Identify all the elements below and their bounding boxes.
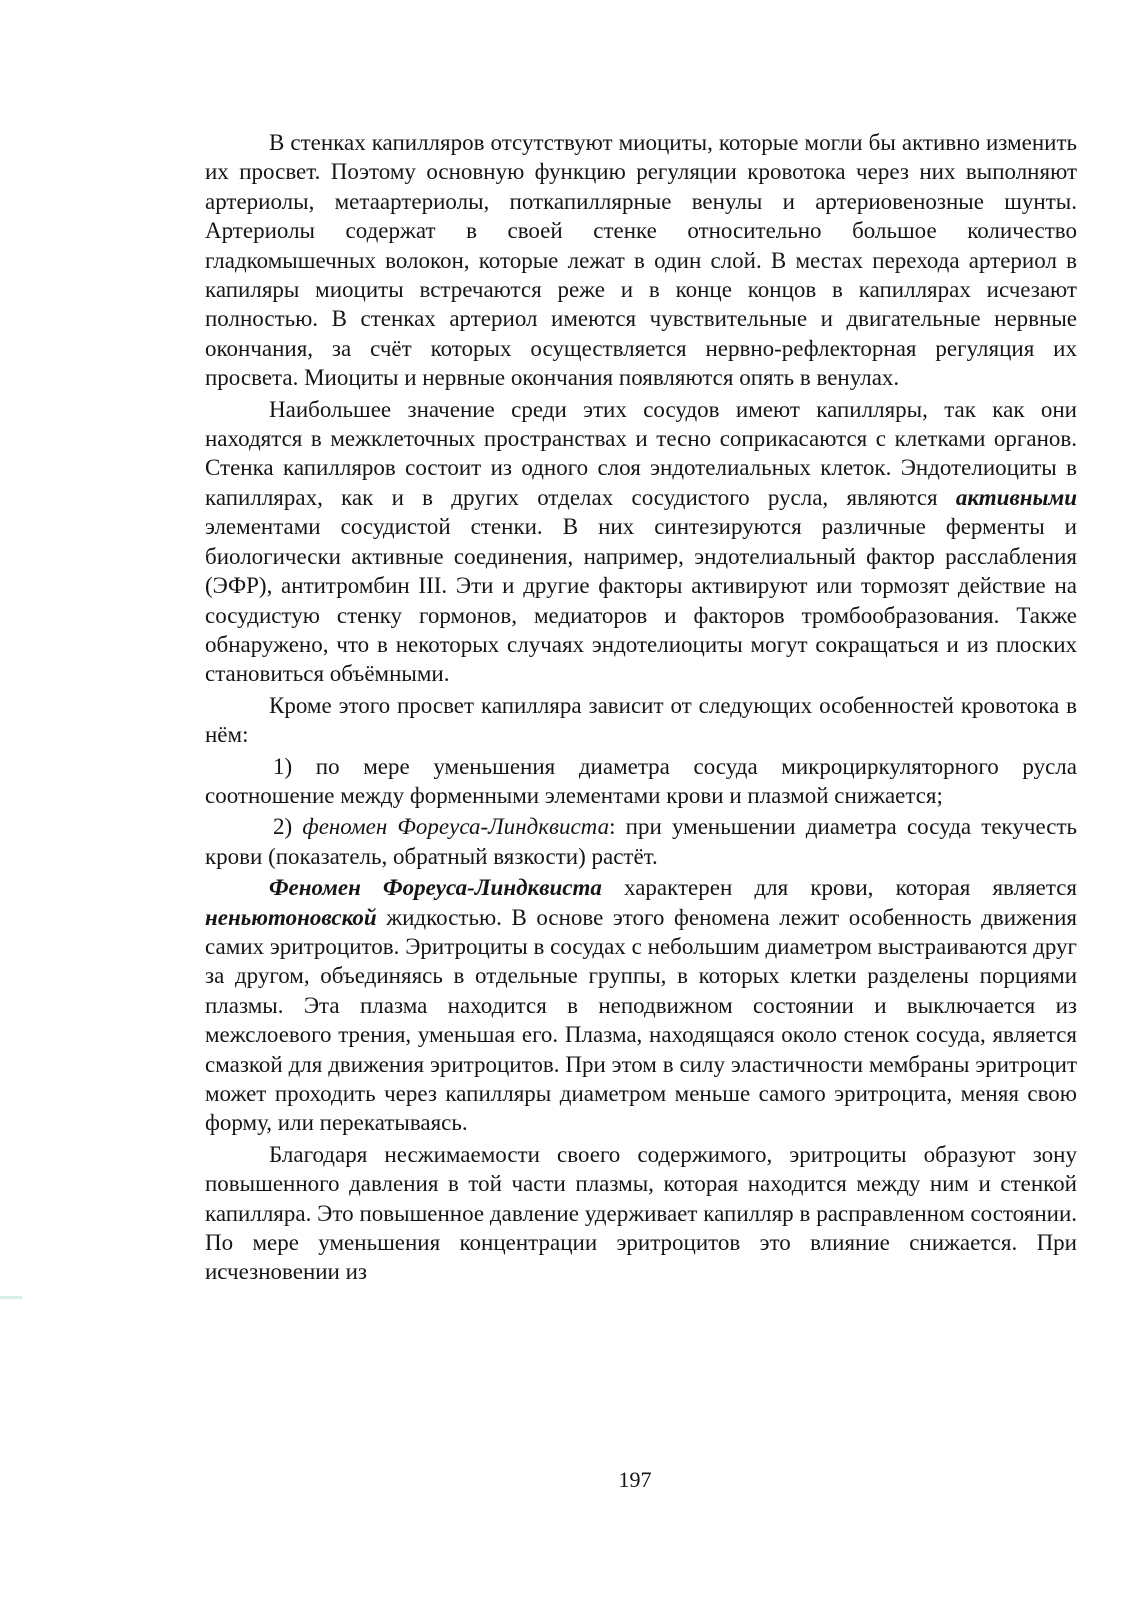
emphasis-fahraeus-lindqvist: феномен Фореуса-Линдквиста bbox=[302, 814, 610, 840]
paragraph-incompressibility bbox=[205, 1140, 1077, 1287]
page-body bbox=[205, 128, 1077, 1287]
paragraph-text: элементами сосудистой стенки. В них синтезируются различные ферменты и биологически активные соединения, например, эндотелиальный фактор расслабления (ЭФР), антитромбин III. Эти и другие факторы активируют или тормозят действие на сосудистую стенку гормонов, медиаторов и факторов тромбообразования. Также обнаружено, что в некоторых случаях эндотелиоциты могут сокращаться и из плоских становиться объёмными. bbox=[205, 514, 1077, 687]
emphasis-non-newtonian: неньютоновской bbox=[205, 904, 377, 930]
list-item-text: 1) по мере уменьшения диаметра сосуда микроциркуляторного русла соотношение между форменными элементами крови и плазмой снижается; bbox=[205, 753, 1077, 808]
paragraph-capillaries-importance bbox=[205, 395, 1077, 689]
scan-artifact bbox=[0, 1296, 22, 1299]
paragraph-text: Наибольшее значение среди этих сосудов имеют капилляры, так как они находятся в межклеточных пространствах и тесно соприкасаются с клетками органов. Стенка капилляров состоит из одного слоя эндотелиальных клеток. Эндотелиоциты в капиллярах, как и в других отделах сосудистого русла, являются bbox=[205, 396, 1077, 510]
emphasis-active: активными bbox=[955, 484, 1078, 510]
paragraph-text: Благодаря несжимаемости своего содержимого, эритроциты образуют зону повышенного давления в той части плазмы, которая находится между ним и стенкой капилляра. Это повышенное давление удерживает капилляр в расправленном состоянии. По мере уменьшения концентрации эритроцитов это влияние снижается. При исчезновении из bbox=[205, 1141, 1077, 1285]
list-item-text: : при уменьшении диаметра сосуда текучесть крови (показатель, обратный вязкости) растёт. bbox=[205, 814, 1077, 869]
paragraph-lumen-factors bbox=[205, 691, 1077, 750]
paragraph-capillary-walls bbox=[205, 128, 1077, 393]
paragraph-text: характерен для крови, которая является bbox=[624, 875, 1078, 901]
paragraph-text: В стенках капилляров отсутствуют миоциты, которые могли бы активно изменить их просвет. Поэтому основную функцию регуляции кровотока через них выполняют артериолы, метаартериолы, поткапиллярные венулы и артериовенозные шунты. Артериолы содержат в своей стенке относительно большое количество гладкомышечных волокон, которые лежат в один слой. В местах перехода артериол в капиляры миоциты встречаются реже и в конце концов в капиллярах исчезают полностью. В стенках артериол имеются чувствительные и двигательные нервные окончания, за счёт которых осуществляется нервно-рефлекторная регуляция их просвета. Миоциты и нервные окончания появляются опять в венулах. bbox=[205, 130, 1077, 391]
paragraph-text: жидкостью. В основе этого феномена лежит особенность движения самих эритроцитов. Эритроциты в сосудах с небольшим диаметром выстраиваются друг за другом, объединяясь в отдельные группы, в которых клетки разделены порциями плазмы. Эта плазма находится в неподвижном состоянии и выключается из межслоевого трения, уменьшая его. Плазма, находящаяся около стенок сосуда, является смазкой для движения эритроцитов. При этом в силу эластичности мембраны эритроцит может проходить через капилляры диаметром меньше самого эритроцита, меняя свою форму, или перекатываясь. bbox=[205, 904, 1078, 1136]
emphasis-phenomenon-term: Феномен Фореуса-Линдквиста bbox=[269, 875, 602, 901]
list-item-1 bbox=[205, 752, 1077, 811]
paragraph-fahraeus-lindqvist bbox=[205, 873, 1077, 1138]
list-item-number: 2) bbox=[273, 814, 293, 840]
paragraph-text: Кроме этого просвет капилляра зависит от следующих особенностей кровотока в нём: bbox=[205, 692, 1077, 748]
page-number: 197 bbox=[618, 1467, 652, 1492]
list-item-2 bbox=[205, 812, 1077, 871]
